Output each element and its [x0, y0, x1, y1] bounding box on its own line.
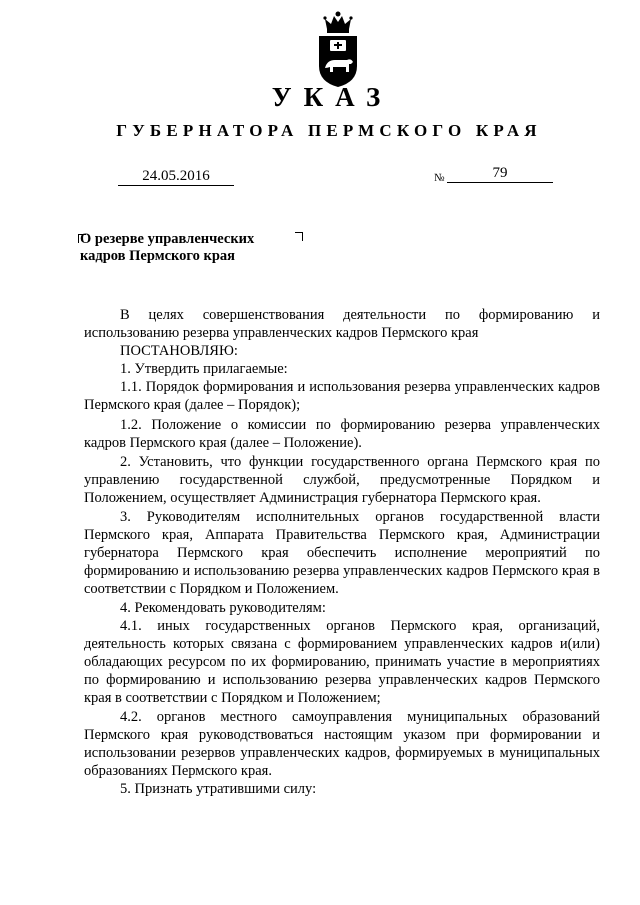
- subject-corner-right: [295, 232, 303, 241]
- subject-line-1: О резерве управленческих: [80, 231, 255, 247]
- coat-of-arms-icon: [313, 10, 363, 88]
- paragraph-item-4-1: 4.1. иных государственных органов Пермского края, организаций, деятельность которых связана с формированием управленческих кадров и(или) обладающих ресурсом по их формированию, принимать участие в мероприятиях по формированию и использованию резерва управленческих кадров Пермского края в соответствии с Порядком и Положением;: [84, 617, 600, 706]
- paragraph-item-1-1: 1.1. Порядок формирования и использования резерва управленческих кадров Пермского края (далее – Порядок);: [84, 379, 600, 414]
- document-date: 24.05.2016: [118, 168, 234, 186]
- paragraph-item-4-2: 4.2. органов местного самоуправления муниципальных образований Пермского края руководствоваться настоящим указом при формировании и использовании резервов управленческих кадров, формируемых в муниципальных образованиях Пермского края.: [84, 709, 600, 780]
- document-number: 79: [447, 165, 553, 183]
- document-body: [84, 306, 600, 799]
- subject-line-2: кадров Пермского края: [80, 248, 236, 264]
- paragraph-item-4: 4. Рекомендовать руководителям:: [120, 599, 326, 616]
- paragraph-item-1: 1. Утвердить прилагаемые:: [120, 361, 288, 378]
- document-title: УКАЗ: [271, 82, 393, 112]
- paragraph-decree: ПОСТАНОВЛЯЮ:: [120, 343, 238, 360]
- paragraph-item-1-2: 1.2. Положение о комиссии по формированию резерва управленческих кадров Пермского края (далее – Положение).: [84, 416, 600, 451]
- document-subject: [80, 231, 254, 265]
- paragraph-preamble: В целях совершенствования деятельности по формированию и использованию резерва управленческих кадров Пермского края: [84, 307, 600, 342]
- paragraph-item-3: 3. Руководителям исполнительных органов государственной власти Пермского края, Аппарата Правительства Пермского края, Администрации губернатора Пермского края обеспечить исполнение мероприятий по формированию и использованию резерва управленческих кадров Пермского края в соответствии с Порядком и Положением.: [84, 509, 600, 598]
- paragraph-item-5: 5. Признать утратившими силу:: [120, 781, 317, 798]
- document-issuer: ГУБЕРНАТОРА ПЕРМСКОГО КРАЯ: [116, 121, 542, 140]
- paragraph-item-2: 2. Установить, что функции государственного органа Пермского края по управлению государственной службой, предусмотренные Порядком и Положением, осуществляет Администрация губернатора Пермского края.: [84, 453, 600, 506]
- number-label: №: [434, 172, 445, 184]
